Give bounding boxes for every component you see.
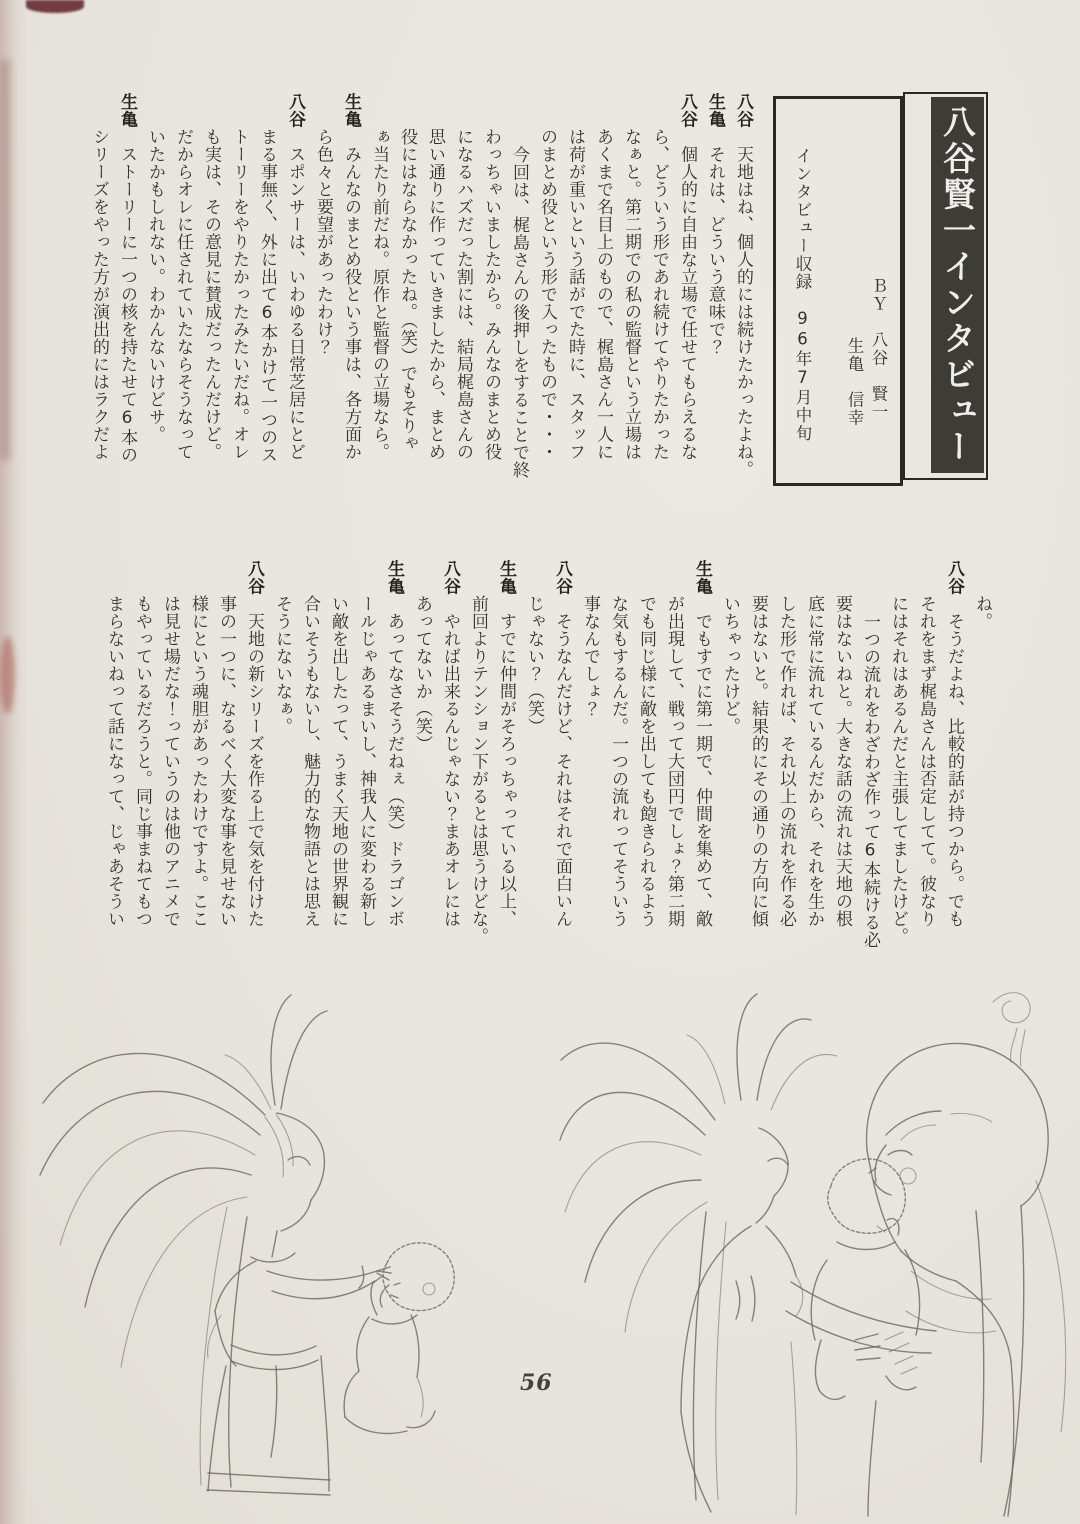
text-column: いちゃったけど。 (720, 595, 740, 735)
text-column: 八谷 天地の新シリーズを作る上で気を付けた (244, 560, 264, 928)
text-column: 思い通りに作っていきましたから、まとめ (425, 128, 445, 461)
text-column: 今回は、梶島さんの後押しをすることで終 (509, 145, 529, 478)
text-column: 生亀 ストーリーに一つの核を持たせて6本の (117, 93, 137, 464)
interview-section-2 (100, 560, 996, 1026)
text-column: は荷が重いという話がでた時に、スタッフ (565, 128, 585, 461)
interview-section-1 (85, 93, 757, 565)
text-column: 生亀 それは、どういう意味で？ (705, 93, 725, 356)
text-column: 八谷 そうだよね、比較的話が持つから。でも (944, 560, 964, 928)
scan-ink-blotch (26, 0, 84, 13)
text-column: それをまず梶島さんは否定してて。彼なり (916, 595, 936, 928)
text-column: じゃない？（笑） (524, 595, 544, 735)
text-column: な気もするんだ。一つの流れってそういう (608, 595, 628, 928)
text-column: 八谷 そうなんだけど、それはそれで面白いん (552, 560, 572, 928)
credit-box (773, 96, 903, 486)
text-column: あってないか（笑） (412, 595, 432, 753)
text-column: まる事無く、外に出て6本かけて一つのス (257, 128, 277, 464)
text-column: が出現して、戦って大団円でしょ？第二期 (664, 595, 684, 928)
text-column: 八谷 スポンサーは、いわゆる日常芝居にとど (285, 93, 305, 461)
page-title: 八谷賢一インタビュー (938, 105, 977, 465)
text-column: シリーズをやった方が演出的にはラクだよ (89, 128, 109, 461)
text-column: 合いそうもないし、魅力的な物語とは思え (300, 595, 320, 928)
pencil-sketch-right-drawing (555, 980, 1080, 1520)
text-column: 八谷 やれば出来るんじゃない？まあオレには (440, 560, 460, 928)
pencil-sketch-right (555, 980, 1080, 1520)
pencil-sketch-left (25, 985, 530, 1505)
text-column: まらないねって話になって、じゃあそうい (104, 595, 124, 928)
speaker-name: 生亀 (705, 93, 725, 128)
text-column: い敵を出したって、うまく天地の世界観に (328, 595, 348, 928)
speaker-name: 八谷 (440, 560, 460, 595)
text-column: 前回よりテンション下がるとは思うけどな。 (468, 595, 488, 945)
text-column: 一つの流れをわざわざ作って6本続ける必 (860, 612, 880, 948)
text-column: 要はないと。結果的にその通りの方向に傾 (748, 595, 768, 928)
text-column: も実は、その意見に賛成だったんだけど。 (201, 128, 221, 461)
text-column: 八谷 天地はね、個人的には続けたかったよね。 (733, 93, 753, 478)
speaker-name: 八谷 (944, 560, 964, 595)
text-column: は見せ場だな！っていうのは他のアニメで (160, 595, 180, 928)
speaker-name: 生亀 (117, 93, 137, 128)
text-column: 様にという魂胆があったわけですよ。ここ (188, 595, 208, 928)
speaker-name: 生亀 (692, 560, 712, 595)
text-column: ら色々と要望があったわけ？ (313, 128, 333, 356)
text-column: 生亀 あってなさそうだねぇ（笑）ドラゴンボ (384, 560, 404, 928)
text-column: あくまで名目上のもので、梶島さん一人に (593, 128, 613, 461)
text-column: になるハズだった割には、結局梶島さんの (453, 128, 473, 461)
title-bar (931, 97, 984, 473)
text-column: 底に常に流れているんだから、それを生か (804, 595, 824, 928)
credit-interviewer-line: 生亀 信幸 (845, 337, 864, 427)
text-column: でも同じ様に敵を出しても飽きられるよう (636, 595, 656, 928)
speaker-name: 八谷 (244, 560, 264, 595)
text-column: ールじゃあるまいし、神我人に変わる新し (356, 595, 376, 928)
text-column: 生亀 すでに仲間がそろっちゃっている以上、 (496, 560, 516, 928)
speaker-name: 八谷 (285, 93, 305, 128)
text-column: トーリーをやりたかったみたいだね。オレ (229, 128, 249, 461)
text-column: そうにないなぁ。 (272, 595, 292, 735)
text-column: 生亀 でもすでに第一期で、仲間を集めて、敵 (692, 560, 712, 928)
text-column: もやっているだろうと。同じ事まねてもつ (132, 595, 152, 928)
speaker-name: 生亀 (384, 560, 404, 595)
pencil-sketch-left-drawing (25, 985, 530, 1505)
scan-red-stain (0, 636, 15, 714)
speaker-name: 八谷 (677, 93, 697, 128)
text-column: わっちゃいましたから。みんなのまとめ役 (481, 128, 501, 461)
speaker-name: 生亀 (496, 560, 516, 595)
text-column: 事なんでしょ？ (580, 595, 600, 718)
text-column: 生亀 みんなのまとめ役という事は、各方面か (341, 93, 361, 461)
speaker-name: 八谷 (733, 93, 753, 128)
text-column: ぁ当たり前だね。原作と監督の立場なら。 (369, 128, 389, 461)
text-column: ね。 (972, 595, 992, 630)
text-column: 役にはならなかったね。（笑）でもそりゃ (397, 128, 417, 452)
text-column: だからオレに任されていたならそうなって (173, 128, 193, 461)
text-column: ら、どういう形であれ続けてやりたかった (649, 128, 669, 461)
speaker-name: 生亀 (341, 93, 361, 128)
credit-by-line: ＢＹ 八谷 賢一 (869, 277, 888, 421)
scan-stain (0, 60, 10, 460)
title-outline-box (903, 92, 988, 480)
text-column: 要はないねと。大きな話の流れは天地の根 (832, 595, 852, 928)
text-column: にはそれはあるんだと主張してましたけど。 (888, 595, 908, 945)
text-column: 八谷 個人的に自由な立場で任せてもらえるな (677, 93, 697, 461)
text-column: した形で作れば、それ以上の流れを作る必 (776, 595, 796, 928)
text-column: いたかもしれない。わかんないけどサ。 (145, 128, 165, 443)
text-column: のまとめ役という形で入ったもので・・・ (537, 128, 557, 461)
text-column: なぁと。第二期での私の監督という立場は (621, 128, 641, 461)
credit-recorded-line: インタビュー収録 96年7月中旬 (793, 147, 812, 443)
page-number: 56 (520, 1370, 553, 1396)
speaker-name: 八谷 (552, 560, 572, 595)
text-column: 事の一つに、なるべく大変な事を見せない (216, 595, 236, 928)
